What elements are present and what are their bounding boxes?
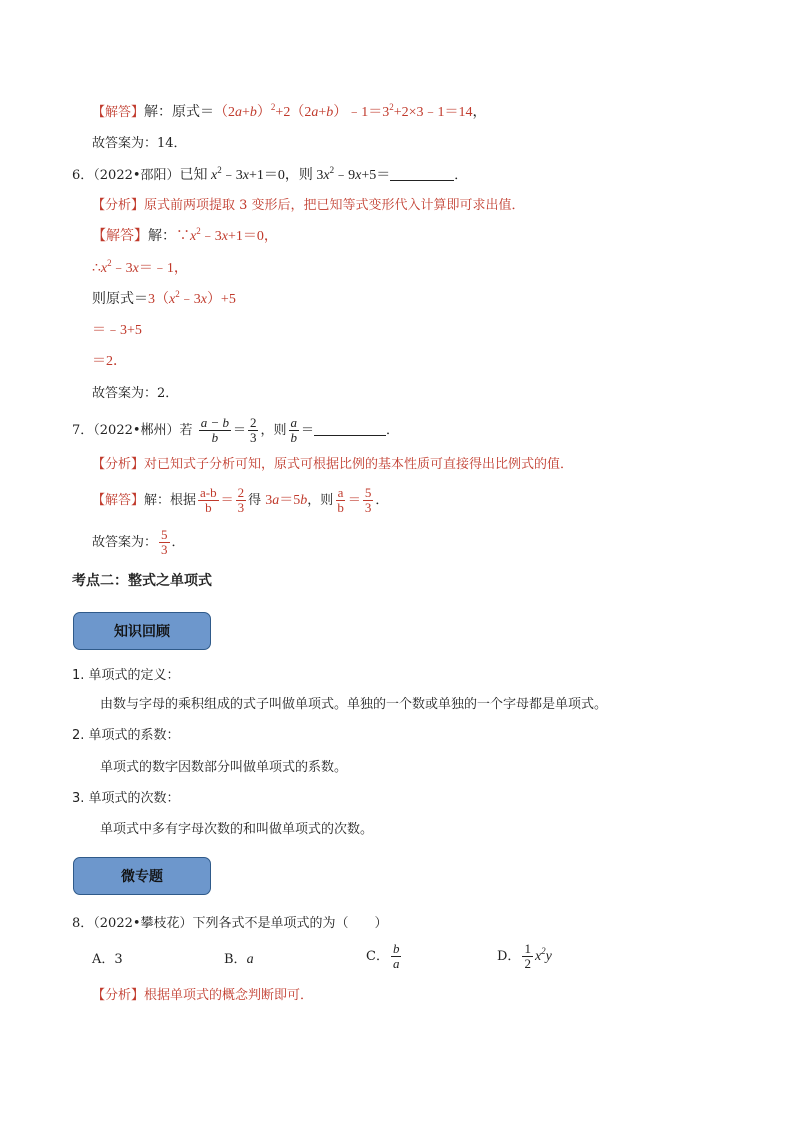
q8-option-a[interactable]: A．3 — [92, 952, 123, 967]
q7-ans-frac3: $\frac{a}{b}$ — [337, 485, 344, 515]
q8-option-d[interactable]: D． $\frac{1}{2}$ $x^2y$ — [497, 941, 552, 971]
q6-stem: 已知 $x^2﹣3x+1=0$，则 $3x^2﹣9x+5=$ — [179, 165, 391, 183]
q7-frac-given: $\frac{a - b}{b}$ — [200, 415, 229, 445]
item-3-body: 单项式中多有字母次数的和叫做单项式的次数。 — [100, 822, 374, 837]
q6-analysis-line — [92, 197, 525, 215]
q8-stem: 下列各式不是单项式的为（ ） — [192, 916, 388, 931]
answer-blank — [314, 422, 386, 436]
q6-stem-line: 6．（2022•邵阳）已知 $x^2﹣3x+1=0$，则 $3x^2﹣9x+5=$ ． — [72, 165, 468, 183]
q7-analysis: 对已知式子分析可知，原式可根据比例的基本性质可直接得出比例式的值． — [144, 457, 574, 472]
q7-ans-frac2: $\frac{2}{3}$ — [237, 485, 245, 515]
item-1-body: 由数与字母的乘积组成的式子叫做单项式。单独的一个数或单独的一个字母都是单项式。 — [100, 697, 608, 712]
item-1-head: 1. 单项式的定义： — [72, 668, 180, 683]
q5-final: 故答案为：14． — [92, 136, 187, 151]
section-title: 考点二：整式之单项式 — [72, 573, 212, 589]
q8-analysis: 根据单项式的概念判断即可． — [144, 988, 314, 1003]
q7-final-frac: $\frac{5}{3}$ — [161, 527, 168, 557]
q6-analysis: 原式前两项提取 3 变形后，把已知等式变形代入计算即可求出值． — [144, 198, 525, 213]
q7-frac-ab: $\frac{a}{b}$ — [290, 415, 297, 445]
item-3-head: 3. 单项式的次数： — [72, 791, 180, 806]
q6-step-2: $\therefore x^2﹣3x=﹣1$， — [92, 258, 188, 276]
q7-source: （2022•郴州）若 — [93, 423, 193, 438]
q8-option-c[interactable]: C． $\frac{b}{a}$ — [366, 941, 400, 971]
q5-answer-line — [92, 104, 487, 122]
q7-final: 故答案为： $\frac{5}{3}$ ． — [92, 527, 185, 557]
q6-source: （2022•邵阳） — [93, 168, 180, 183]
q8-c-frac: $\frac{b}{a}$ — [392, 941, 400, 971]
q8-option-b[interactable]: B．a — [224, 952, 254, 967]
q6-step-3: 则原式$=3(x^2﹣3x)+5$ — [92, 289, 236, 307]
answer-tag: 【解答】 — [92, 105, 145, 120]
q7-analysis-line: 【分析】对已知式子分析可知，原式可根据比例的基本性质可直接得出比例式的值． — [92, 457, 574, 472]
q6-step-1: 【解答】解：$\because x^2﹣3x+1=0$， — [92, 226, 278, 244]
q6-step-4: ＝﹣3+5 — [92, 323, 142, 338]
item-2-body: 单项式的数字因数部分叫做单项式的系数。 — [100, 760, 348, 775]
q7-number: 7． — [72, 423, 94, 438]
micro-topic-label: 微专题 — [73, 857, 211, 895]
q7-ans-frac1: $\frac{a-b}{b}$ — [200, 485, 217, 515]
knowledge-review-label: 知识回顾 — [73, 612, 211, 650]
q7-answer-line: 【解答】解：根据 $\frac{a-b}{b}$ ＝ $\frac{2}{3}$ 得 3a＝5b，则 $\frac{a}{b}$ ＝ $\frac{5}{3}$ ． — [92, 485, 389, 515]
q6-number: 6． — [72, 168, 94, 183]
q7-stem-line: 7．（2022•郴州）若 $\frac{a - b}{b}$ ＝ $\frac{2}{3}$ ，则 $\frac{a}{b}$ ＝ ． — [72, 415, 400, 445]
q8-d-frac: $\frac{1}{2}$ — [524, 941, 531, 971]
answer-blank — [390, 167, 454, 181]
q8-analysis-line: 【分析】根据单项式的概念判断即可． — [92, 988, 314, 1003]
q7-ans-frac4: $\frac{5}{3}$ — [364, 485, 372, 515]
q8-stem-line: 8．（2022•攀枝花）下列各式不是单项式的为（ ） — [72, 916, 388, 931]
item-2-head: 2. 单项式的系数： — [72, 728, 180, 743]
analysis-tag: 【分析】 — [92, 198, 145, 213]
q6-step-5: ＝2． — [92, 354, 127, 369]
q7-frac-23: $\frac{2}{3}$ — [249, 415, 257, 445]
q5-answer-text: 解：原式$=(2a+b)^2+2(2a+b)﹣1=3^2+2\times 3﹣1=14$， — [144, 102, 487, 120]
q6-final: 故答案为：2． — [92, 386, 179, 401]
